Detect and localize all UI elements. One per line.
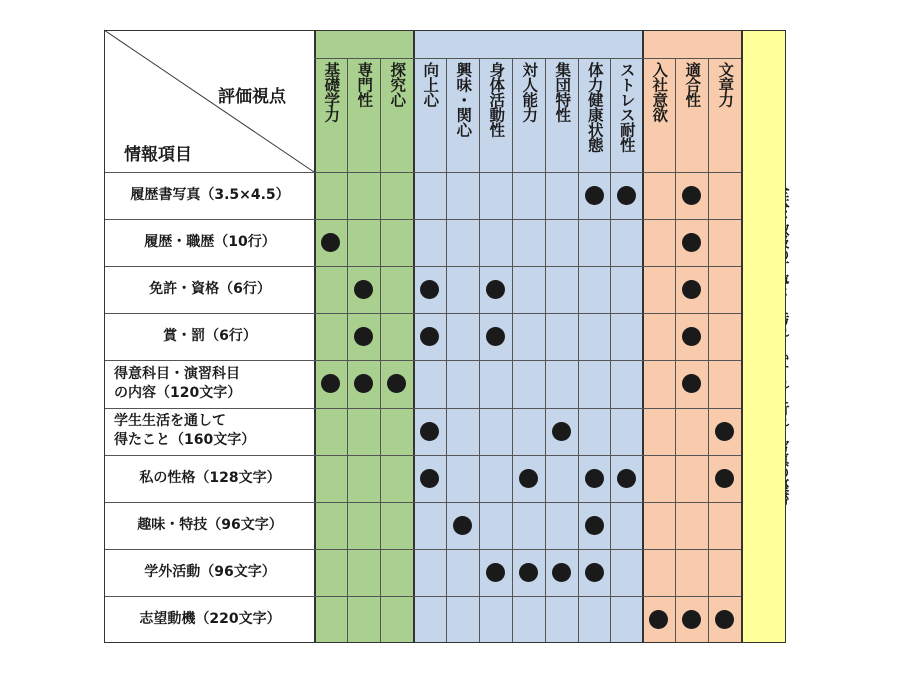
- row-label: 履歴書写真（3.5×4.5）: [130, 187, 290, 204]
- mark-dot: [682, 186, 701, 205]
- column-divider: [741, 30, 743, 643]
- mark-dot: [453, 516, 472, 535]
- column-header-label: 基礎学力: [322, 62, 341, 122]
- mark-dot: [585, 469, 604, 488]
- group-divider: [314, 58, 741, 59]
- mark-dot: [552, 563, 571, 582]
- mark-dot: [420, 422, 439, 441]
- mark-dot: [682, 610, 701, 629]
- column-header: [512, 62, 545, 172]
- mark-dot: [715, 610, 734, 629]
- column-header-label: 対人能力: [520, 62, 539, 122]
- column-header: [479, 62, 512, 172]
- mark-dot: [519, 469, 538, 488]
- row-label: 賞・罰（6行）: [163, 328, 257, 345]
- column-header: [642, 62, 675, 172]
- mark-dot: [519, 563, 538, 582]
- column-header-label: 探究心: [388, 62, 407, 107]
- column-bg-sonota: [741, 30, 786, 643]
- mark-dot: [486, 563, 505, 582]
- mark-dot: [585, 516, 604, 535]
- mark-dot: [649, 610, 668, 629]
- corner-item-label: 情報項目: [124, 145, 192, 165]
- column-header: [708, 62, 741, 172]
- column-header: [545, 62, 578, 172]
- column-header-label: 集団特性: [553, 62, 572, 122]
- column-header: [578, 62, 610, 172]
- column-header-label: 専門性: [355, 62, 374, 107]
- column-header: [347, 62, 380, 172]
- row-label: 志望動機（220文字）: [139, 610, 281, 627]
- column-header-label: 体力健康状態: [585, 62, 604, 152]
- mark-dot: [321, 233, 340, 252]
- row-label: 私の性格（128文字）: [139, 469, 281, 486]
- column-header-label: 興味・関心: [454, 62, 473, 137]
- column-header: [413, 62, 446, 172]
- mark-dot: [585, 186, 604, 205]
- corner-viewpoint-label: 評価視点: [218, 87, 286, 107]
- mark-dot: [715, 422, 734, 441]
- column-header: [446, 62, 479, 172]
- mark-dot: [617, 186, 636, 205]
- mark-dot: [552, 422, 571, 441]
- column-header-label: ストレス耐性: [617, 62, 636, 152]
- column-header-label: 適合性: [683, 62, 702, 107]
- row-label: 学生生活を通して 得たこと（160文字）: [114, 413, 256, 449]
- mark-dot: [585, 563, 604, 582]
- row-label: 学外活動（96文字）: [144, 563, 276, 580]
- mark-dot: [682, 233, 701, 252]
- column-header: [314, 62, 347, 172]
- row-label: 趣味・特技（96文字）: [137, 516, 283, 533]
- row-label: 履歴・職歴（10行）: [144, 234, 276, 251]
- column-header: [675, 62, 708, 172]
- mark-dot: [420, 469, 439, 488]
- column-header-label: 入社意欲: [650, 62, 669, 122]
- column-header-label: 向上心: [421, 62, 440, 107]
- row-label: 得意科目・演習科目 の内容（120文字）: [114, 365, 242, 401]
- mark-dot: [617, 469, 636, 488]
- column-header: [380, 62, 413, 172]
- column-header-label: 身体活動性: [487, 62, 506, 137]
- row-label: 免許・資格（6行）: [149, 281, 271, 298]
- column-header: [610, 62, 642, 172]
- column-header-label: 文章力: [716, 62, 735, 107]
- mark-dot: [715, 469, 734, 488]
